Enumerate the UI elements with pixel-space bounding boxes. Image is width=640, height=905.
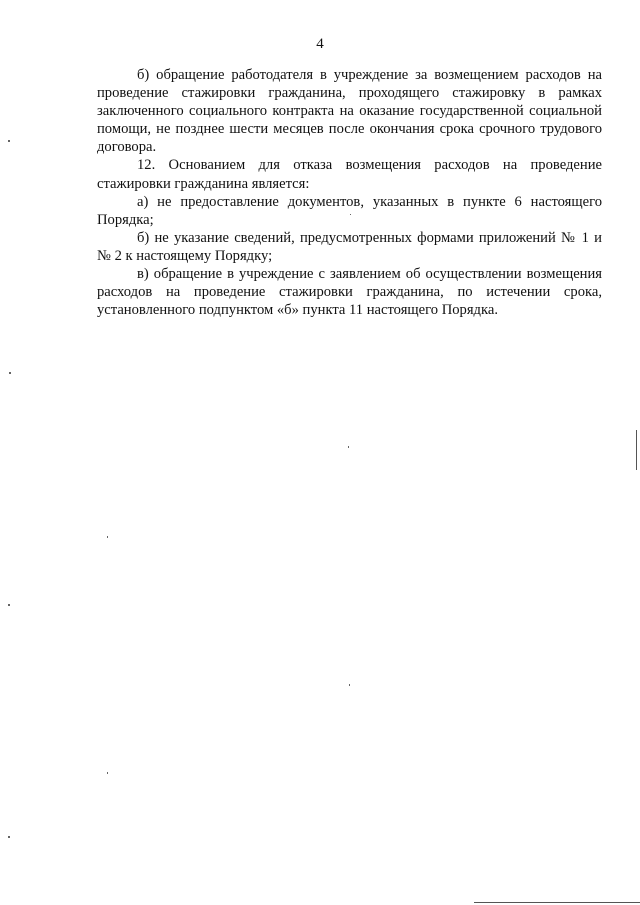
- scan-speck: [107, 772, 108, 774]
- document-body: [97, 66, 602, 319]
- paragraph-11b: б) обращение работодателя в учреждение за возмещением расходов на проведение стажировки гражданина, проходящего стажировку в рамках заключенного социального контракта на оказание государственной социальной помощи, не позднее шести месяцев после окончания срока срочного трудового договора.: [97, 67, 602, 156]
- scan-speck: [107, 536, 108, 538]
- scan-speck: [350, 214, 351, 215]
- scan-speck: [8, 836, 10, 838]
- scan-speck: [8, 604, 10, 606]
- paragraph-12b: б) не указание сведений, предусмотренных формами приложений № 1 и № 2 к настоящему Порядку;: [97, 229, 602, 264]
- scan-speck: [348, 446, 349, 448]
- scan-speck: [9, 372, 11, 374]
- scan-speck: [349, 684, 350, 686]
- scan-edge-line: [636, 430, 637, 470]
- paragraph-12c: в) обращение в учреждение с заявлением об осуществлении возмещения расходов на проведение стажировки гражданина, по истечении срока, установленного подпунктом «б» пункта 11 настоящего Порядка.: [97, 266, 602, 319]
- scan-speck: [8, 140, 10, 142]
- page-number: 4: [316, 36, 324, 52]
- paragraph-12a: а) не предоставление документов, указанных в пункте 6 настоящего Порядка;: [97, 193, 602, 228]
- scan-edge-line: [474, 902, 640, 903]
- paragraph-12: 12. Основанием для отказа возмещения расходов на проведение стажировки гражданина является:: [97, 157, 602, 192]
